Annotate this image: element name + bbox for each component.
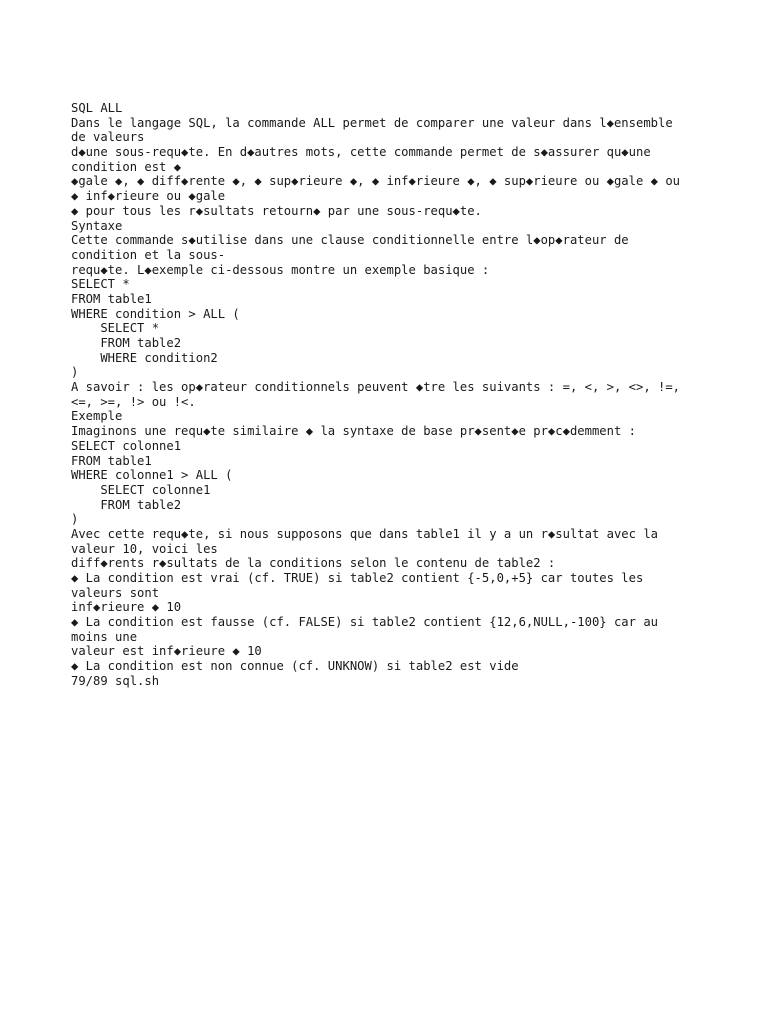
doc-line: ◆ La condition est fausse (cf. FALSE) si table2 contient {12,6,NULL,-100} car au	[71, 615, 658, 630]
doc-line: ◆ La condition est vrai (cf. TRUE) si table2 contient {-5,0,+5} car toutes les	[71, 571, 644, 585]
doc-line: valeur 10, voici les	[71, 541, 218, 556]
doc-line: Cette commande s◆utilise dans une clause conditionnelle entre l◆op◆rateur de	[71, 233, 629, 248]
doc-line: ◆ pour tous les r◆sultats retourn◆ par une sous-requ◆te.	[71, 203, 482, 218]
code-line: WHERE colonne1 > ALL (	[71, 468, 233, 483]
doc-line: <=, >=, !> ou !<.	[71, 394, 196, 409]
doc-line: ◆ La condition est non connue (cf. UNKNOW) si table2 est vide	[71, 659, 519, 674]
code-line: WHERE condition > ALL (	[71, 306, 240, 321]
section-heading-syntaxe: Syntaxe	[71, 218, 123, 233]
code-line: SELECT colonne1	[71, 438, 182, 453]
code-line: FROM table2	[71, 497, 182, 512]
doc-line: inf◆rieure ◆ 10	[71, 600, 182, 615]
doc-title: SQL ALL	[71, 101, 123, 115]
doc-line: de valeurs	[71, 130, 145, 145]
code-line: WHERE condition2	[71, 350, 218, 365]
code-line: FROM table2	[71, 336, 182, 350]
doc-line: ◆gale ◆, ◆ diff◆rente ◆, ◆ sup◆rieure ◆, ◆ inf◆rieure ◆, ◆ sup◆rieure ou ◆gale ◆ ou	[71, 174, 681, 189]
doc-line: Avec cette requ◆te, si nous supposons que dans table1 il y a un r◆sultat avec la	[71, 526, 658, 541]
doc-line: valeur est inf◆rieure ◆ 10	[71, 644, 262, 659]
document-page	[71, 101, 711, 689]
section-heading-exemple: Exemple	[71, 409, 123, 424]
code-line: )	[71, 512, 79, 527]
code-line: )	[71, 365, 79, 380]
doc-line: diff◆rents r◆sultats de la conditions selon le contenu de table2 :	[71, 556, 556, 571]
code-line: SELECT *	[71, 321, 160, 336]
doc-line: ◆ inf◆rieure ou ◆gale	[71, 189, 226, 204]
doc-line: A savoir : les op◆rateur conditionnels peuvent ◆tre les suivants : =, <, >, <>, !=,	[71, 380, 681, 395]
code-line: SELECT colonne1	[71, 482, 211, 497]
doc-line: moins une	[71, 629, 138, 644]
doc-line: Dans le langage SQL, la commande ALL permet de comparer une valeur dans l◆ensemble	[71, 115, 673, 130]
doc-line: Imaginons une requ◆te similaire ◆ la syntaxe de base pr◆sent◆e pr◆c◆demment :	[71, 424, 636, 439]
code-line: FROM table1	[71, 291, 152, 306]
code-line: FROM table1	[71, 453, 152, 468]
doc-line: d◆une sous-requ◆te. En d◆autres mots, cette commande permet de s◆assurer qu◆une	[71, 145, 651, 160]
doc-line: condition et la sous-	[71, 247, 226, 262]
page-footer: 79/89 sql.sh	[71, 673, 160, 688]
doc-line: requ◆te. L◆exemple ci-dessous montre un exemple basique :	[71, 262, 490, 277]
code-line: SELECT *	[71, 277, 130, 292]
doc-line: valeurs sont	[71, 585, 160, 600]
doc-line: condition est ◆	[71, 159, 182, 174]
